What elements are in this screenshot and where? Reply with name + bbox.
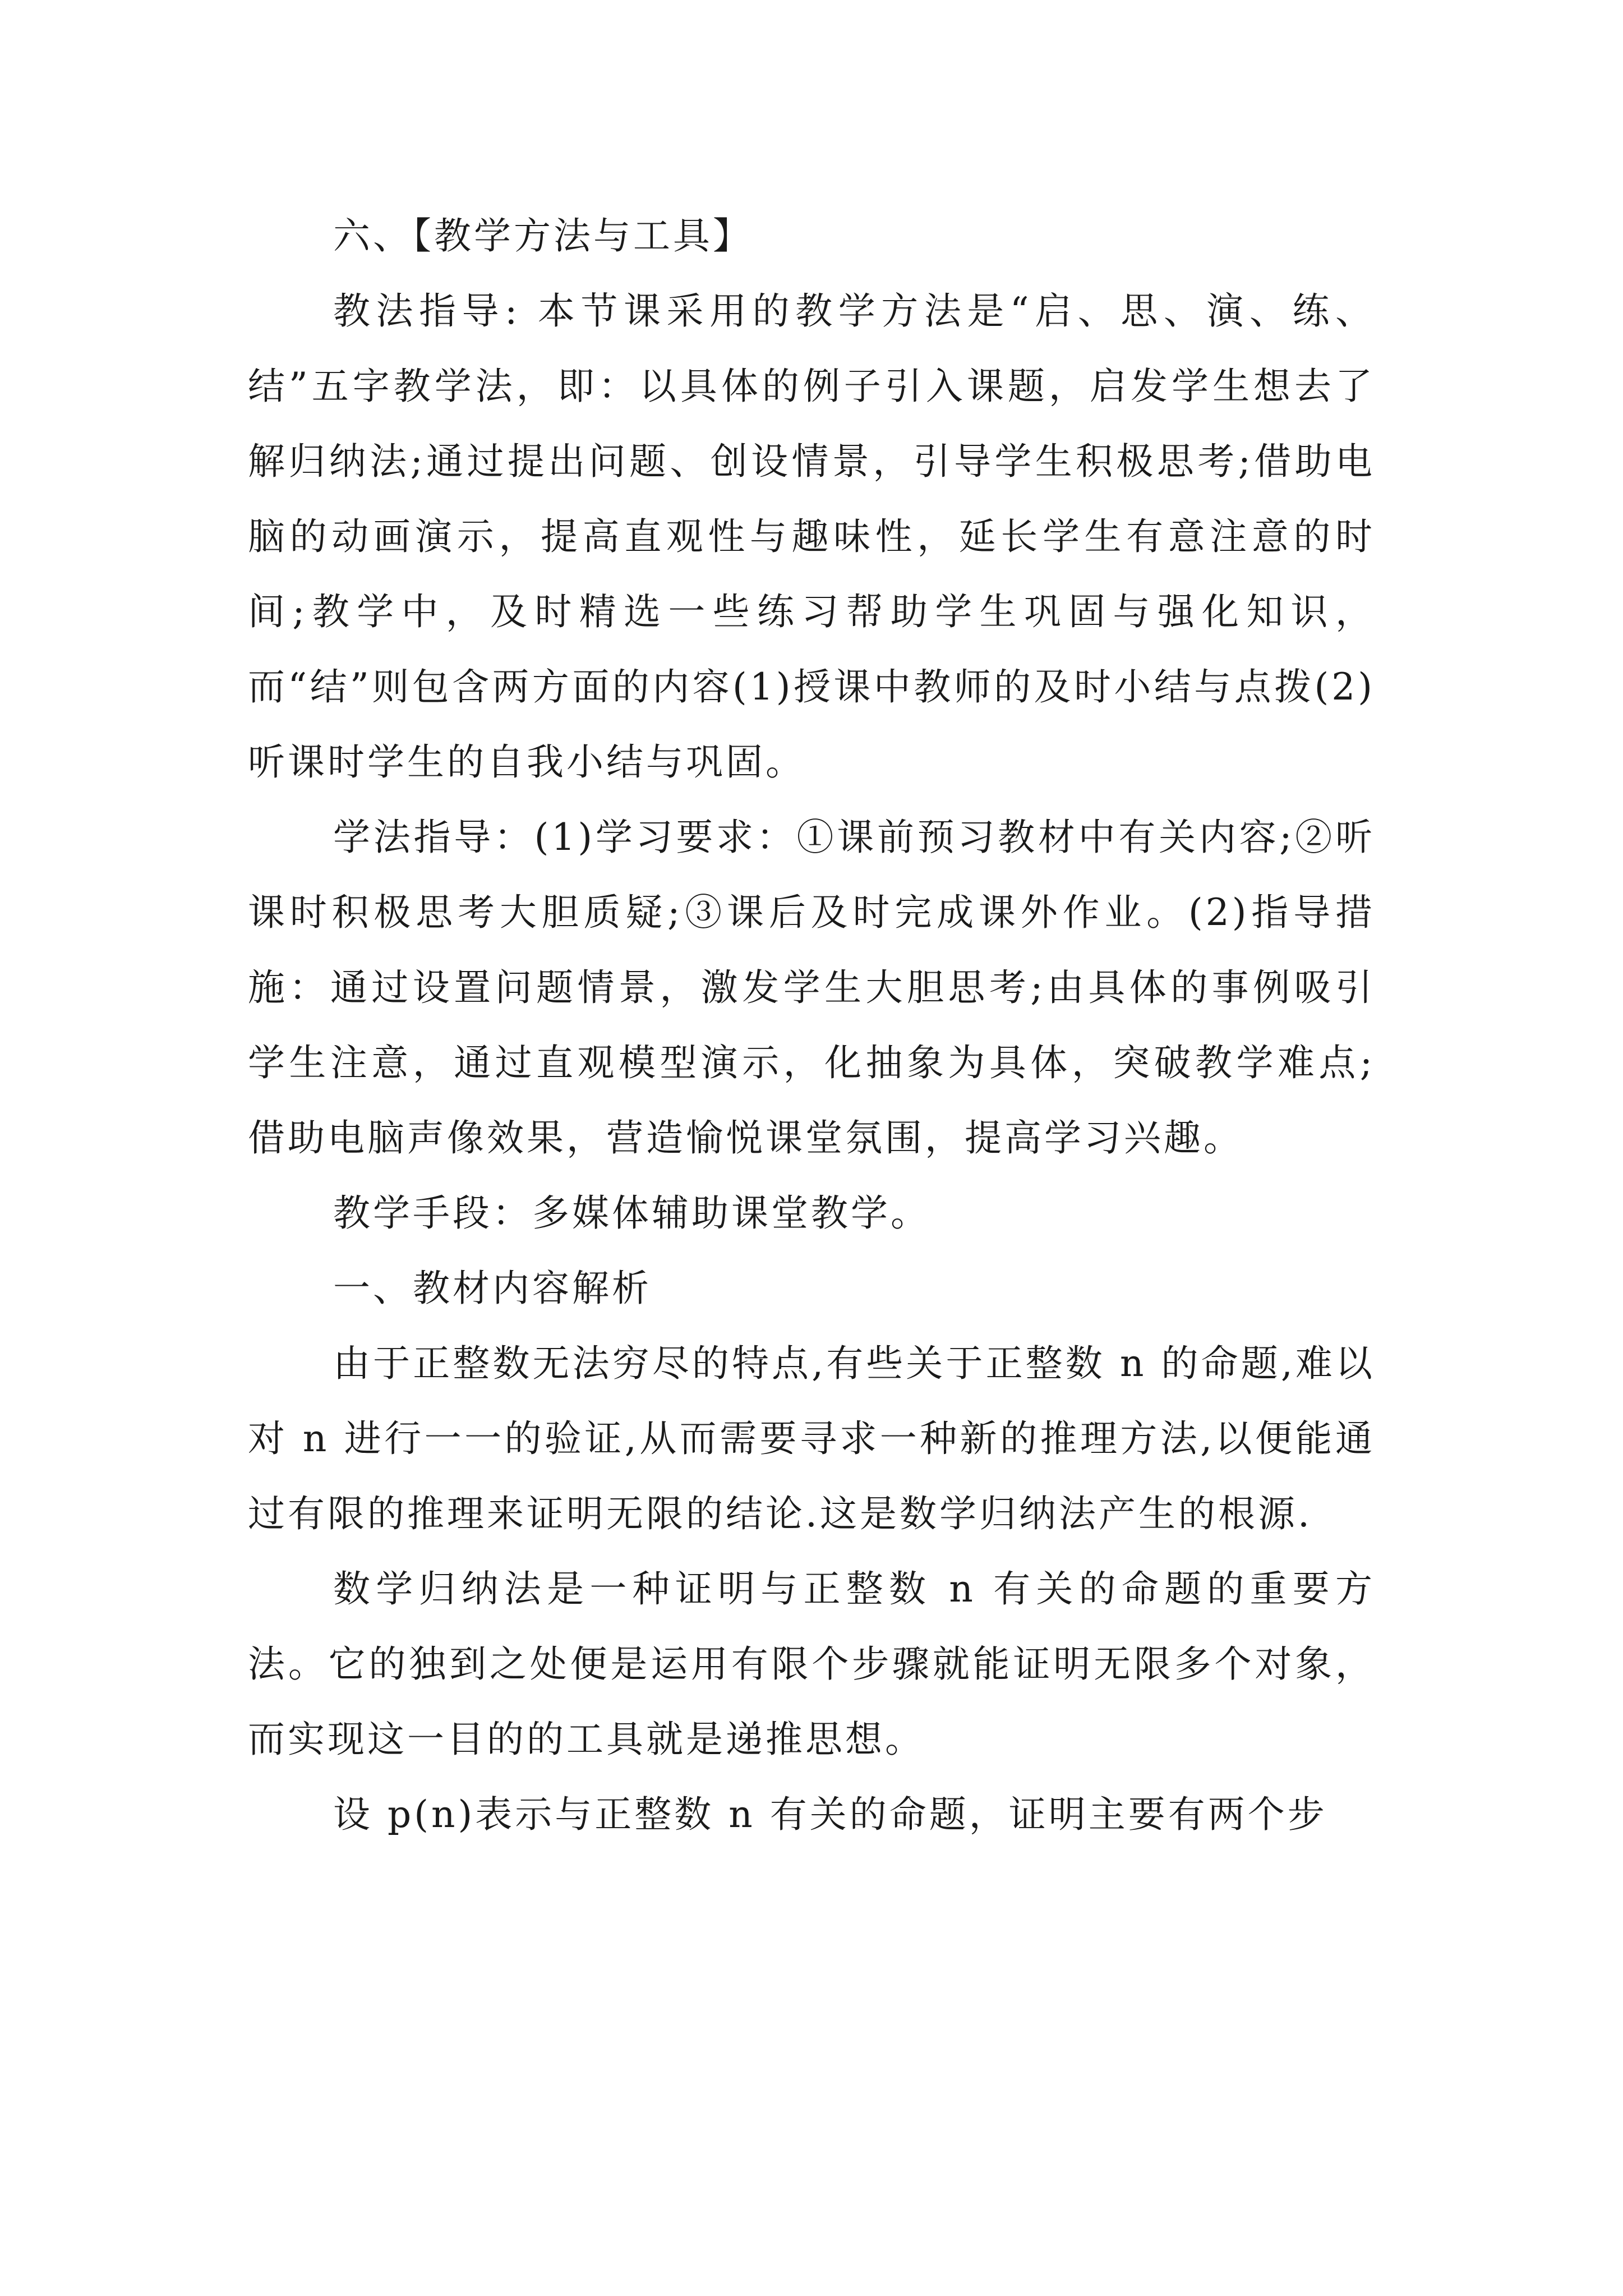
paragraph-teaching-means: 教学手段：多媒体辅助课堂教学。 [333,1191,930,1235]
document-body [248,199,1375,1852]
paragraph-proof-steps: 设 p(n)表示与正整数 n 有关的命题，证明主要有两个步 [333,1793,1327,1836]
paragraph-learning-guidance: 学法指导：(1)学习要求：①课前预习教材中有关内容;②听课时积极思考大胆质疑;③课后及时完成课外作业。(2)指导措施：通过设置问题情景，激发学生大胆思考;由具体的事例吸引学生注意，通过直观模型演示，化抽象为具体，突破教学难点;借助电脑声像效果，营造愉悦课堂氛围，提高学习兴趣。 [248,816,1375,1159]
section-heading-content-analysis: 一、教材内容解析 [333,1267,652,1310]
section-heading-teaching-methods: 六、【教学方法与工具】 [333,214,753,257]
paragraph-teaching-guidance: 教法指导: 本节课采用的教学方法是“启、思、演、练、结”五字教学法，即：以具体的例子引入课题，启发学生想去了解归纳法;通过提出问题、创设情景，引导学生积极思考;借助电脑的动画演示，提高直观性与趣味性，延长学生有意注意的时间;教学中，及时精选一些练习帮助学生巩固与强化知识，而“结”则包含两方面的内容(1)授课中教师的及时小结与点拨(2)听课时学生的自我小结与巩固。 [248,289,1375,784]
paragraph-induction-method: 数学归纳法是一种证明与正整数 n 有关的命题的重要方法。它的独到之处便是运用有限个步骤就能证明无限多个对象，而实现这一目的的工具就是递推思想。 [248,1567,1375,1761]
paragraph-origin: 由于正整数无法穷尽的特点,有些关于正整数 n 的命题,难以对 n 进行一一的验证,从而需要寻求一种新的推理方法,以便能通过有限的推理来证明无限的结论.这是数学归纳法产生的根源. [248,1342,1375,1535]
